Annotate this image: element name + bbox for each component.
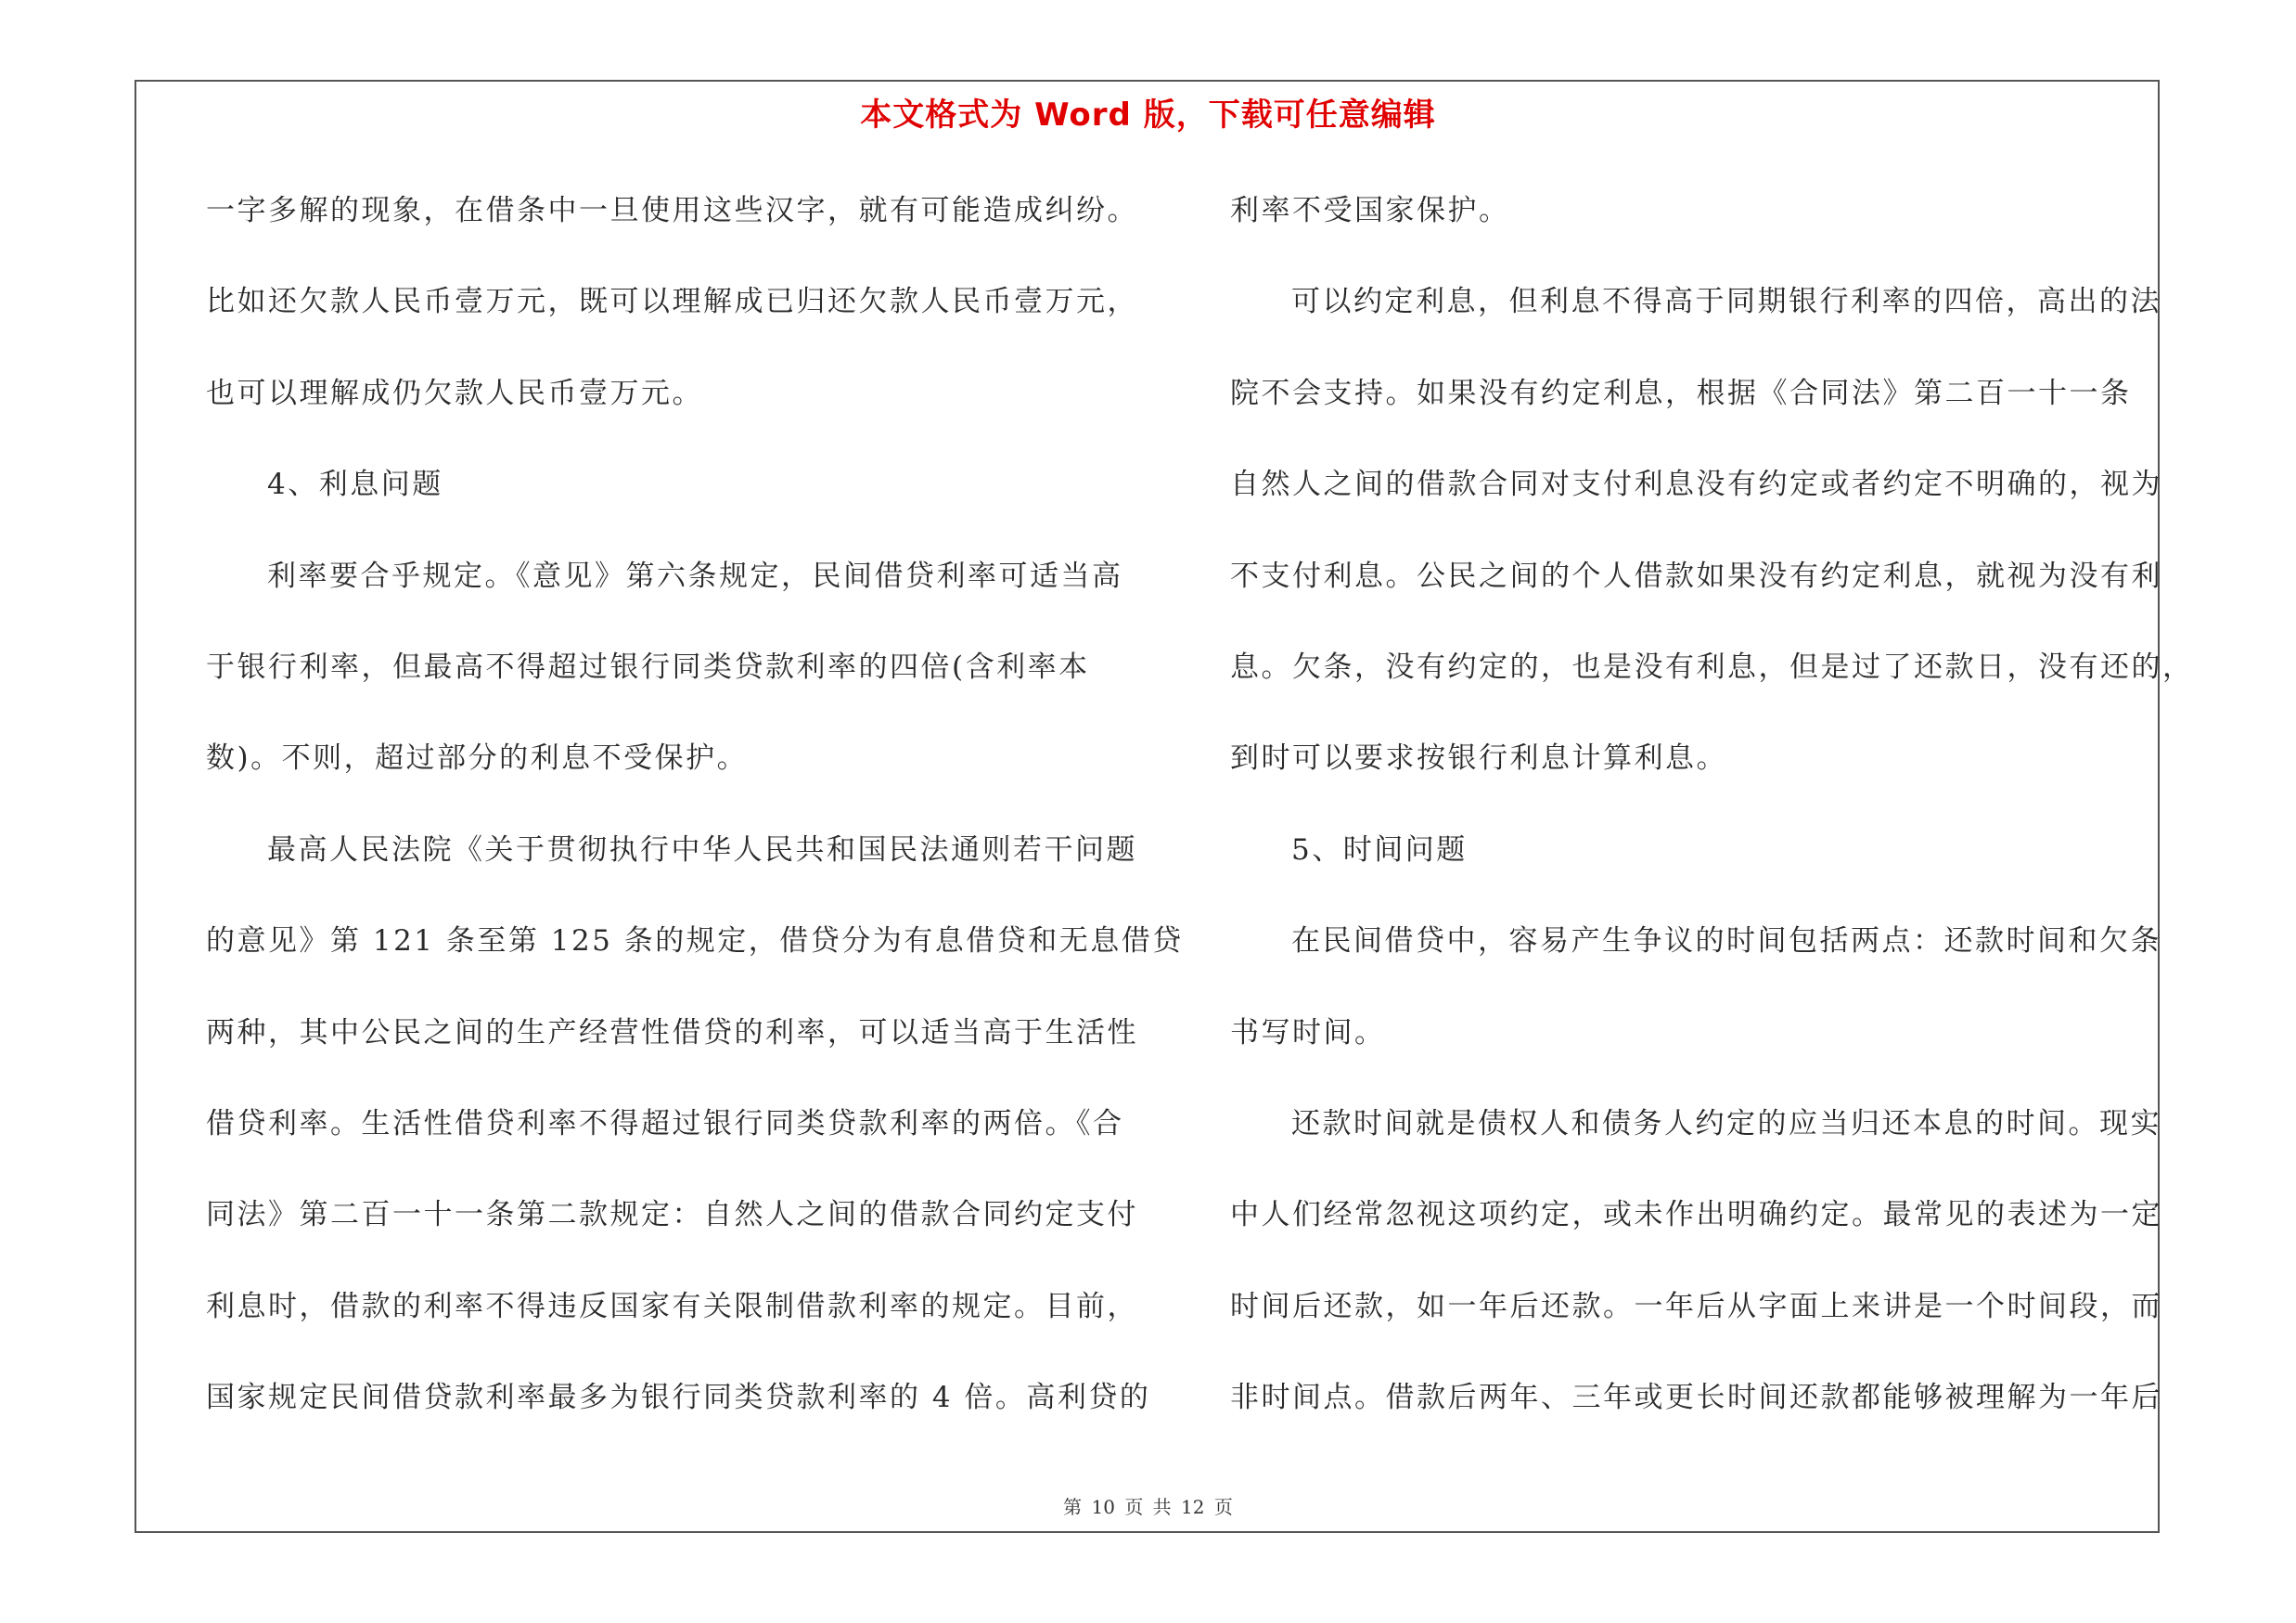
page-number-footer: 第 10 页 共 12 页: [1063, 1496, 1233, 1518]
text-line: 非时间点。借款后两年、三年或更长时间还款都能够被理解为一年后: [1230, 1381, 2162, 1415]
text-line: 利率要合乎规定。《意见》第六条规定，民间借贷利率可适当高: [267, 559, 1123, 593]
text-line: 比如还欠款人民币壹万元，既可以理解成已归还欠款人民币壹万元，: [206, 285, 1138, 319]
text-line: 自然人之间的借款合同对支付利息没有约定或者约定不明确的，视为: [1230, 468, 2162, 502]
text-line: 4、利息问题: [267, 468, 443, 502]
text-line: 数)。不则，超过部分的利息不受保护。: [206, 741, 749, 776]
text-line: 于银行利率，但最高不得超过银行同类贷款利率的四倍(含利率本: [206, 650, 1090, 684]
text-line: 最高人民法院《关于贯彻执行中华人民共和国民法通则若干问题: [267, 832, 1137, 867]
text-line: 两种，其中公民之间的生产经营性借贷的利率，可以适当高于生活性: [206, 1015, 1138, 1050]
text-line: 也可以理解成仍欠款人民币壹万元。: [206, 376, 703, 410]
text-line: 息。欠条，没有约定的，也是没有利息，但是过了还款日，没有还的，: [1230, 650, 2194, 684]
text-line: 中人们经常忽视这项约定，或未作出明确约定。最常见的表述为一定: [1230, 1198, 2162, 1232]
text-line: 5、时间问题: [1291, 832, 1468, 867]
right-text-column: [1230, 181, 2194, 1459]
text-line: 还款时间就是债权人和债务人约定的应当归还本息的时间。现实: [1291, 1106, 2161, 1140]
text-line: 时间后还款，如一年后还款。一年后从字面上来讲是一个时间段，而: [1230, 1289, 2162, 1323]
text-line: 国家规定民间借贷款利率最多为银行同类贷款利率的 4 倍。高利贷的: [206, 1381, 1151, 1415]
text-line: 到时可以要求按银行利息计算利息。: [1230, 741, 1727, 776]
text-line: 一字多解的现象，在借条中一旦使用这些汉字，就有可能造成纠纷。: [206, 194, 1138, 227]
text-line: 利率不受国家保护。: [1230, 194, 1510, 227]
text-line: 的意见》第 121 条至第 125 条的规定，借贷分为有息借贷和无息借贷: [206, 924, 1184, 959]
text-line: 在民间借贷中，容易产生争议的时间包括两点：还款时间和欠条: [1291, 924, 2161, 959]
text-line: 院不会支持。如果没有约定利息，根据《合同法》第二百一十一条: [1230, 376, 2132, 410]
text-line: 书写时间。: [1230, 1015, 1386, 1050]
format-banner: 本文格式为 Word 版，下载可任意编辑: [860, 97, 1436, 134]
text-line: 同法》第二百一十一条第二款规定：自然人之间的借款合同约定支付: [206, 1198, 1138, 1232]
text-line: 可以约定利息，但利息不得高于同期银行利率的四倍，高出的法: [1291, 285, 2161, 319]
text-line: 利息时，借款的利率不得违反国家有关限制借款利率的规定。目前，: [206, 1289, 1138, 1323]
left-text-column: [206, 181, 1184, 1459]
text-line: 借贷利率。生活性借贷利率不得超过银行同类贷款利率的两倍。《合: [206, 1106, 1124, 1140]
text-line: 不支付利息。公民之间的个人借款如果没有约定利息，就视为没有利: [1230, 559, 2162, 593]
